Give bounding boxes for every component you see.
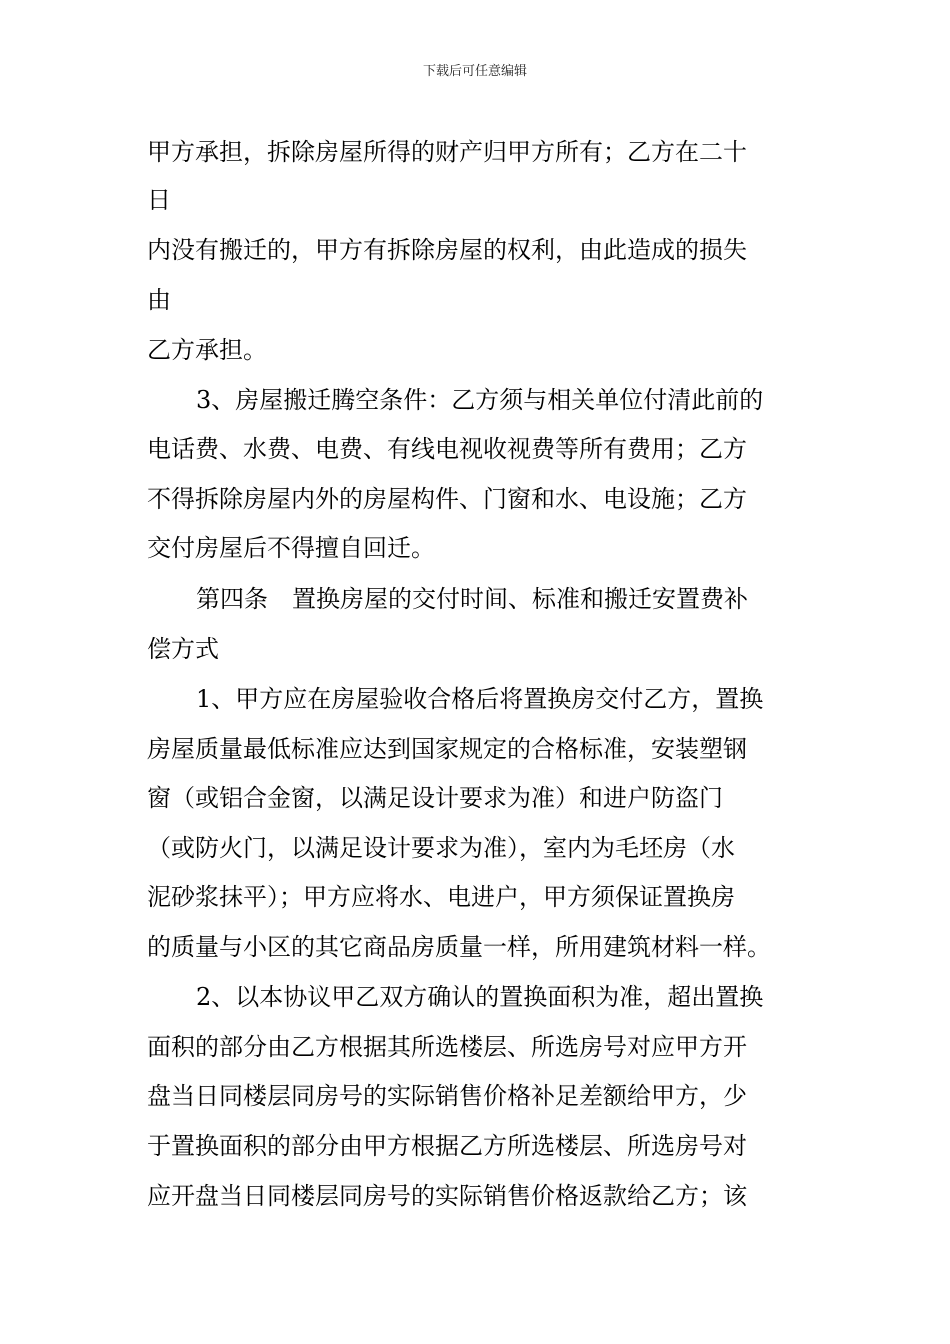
text-line: 内没有搬迁的，甲方有拆除房屋的权利，由此造成的损失 [147,236,747,264]
text-line: 不得拆除房屋内外的房屋构件、门窗和水、电设施；乙方 [147,485,747,513]
paragraph-start: 3、房屋搬迁腾空条件：乙方须与相关单位付清此前的 [196,386,764,414]
text-line: 面积的部分由乙方根据其所选楼层、所选房号对应甲方开 [147,1033,747,1061]
text-line: 电话费、水费、电费、有线电视收视费等所有费用；乙方 [147,435,747,463]
text-line: 应开盘当日同楼层同房号的实际销售价格返款给乙方；该 [147,1182,747,1210]
text-line: 于置换面积的部分由甲方根据乙方所选楼层、所选房号对 [147,1132,747,1160]
paragraph-start: 1、甲方应在房屋验收合格后将置换房交付乙方，置换 [196,685,764,713]
text-line: 日 [147,186,171,214]
text-line: 的质量与小区的其它商品房质量一样，所用建筑材料一样。 [147,933,771,961]
page-header: 下载后可任意编辑 [422,64,527,79]
text-line: 交付房屋后不得擅自回迁。 [147,534,435,562]
text-line: 窗（或铝合金窗，以满足设计要求为准）和进户防盗门 [147,784,723,812]
text-line: （或防火门，以满足设计要求为准），室内为毛坯房（水 [147,834,735,862]
text-line: 房屋质量最低标准应达到国家规定的合格标准，安装塑钢 [147,735,747,763]
text-line: 由 [147,286,171,314]
text-line: 乙方承担。 [147,336,267,364]
section-heading: 第四条 置换房屋的交付时间、标准和搬迁安置费补 [196,585,748,613]
text-line: 甲方承担，拆除房屋所得的财产归甲方所有；乙方在二十 [147,138,747,166]
text-line: 泥砂浆抹平）；甲方应将水、电进户，甲方须保证置换房 [147,883,735,911]
text-line: 盘当日同楼层同房号的实际销售价格补足差额给甲方，少 [147,1082,747,1110]
paragraph-start: 2、以本协议甲乙双方确认的置换面积为准，超出置换 [196,983,764,1011]
section-heading-cont: 偿方式 [147,635,219,663]
